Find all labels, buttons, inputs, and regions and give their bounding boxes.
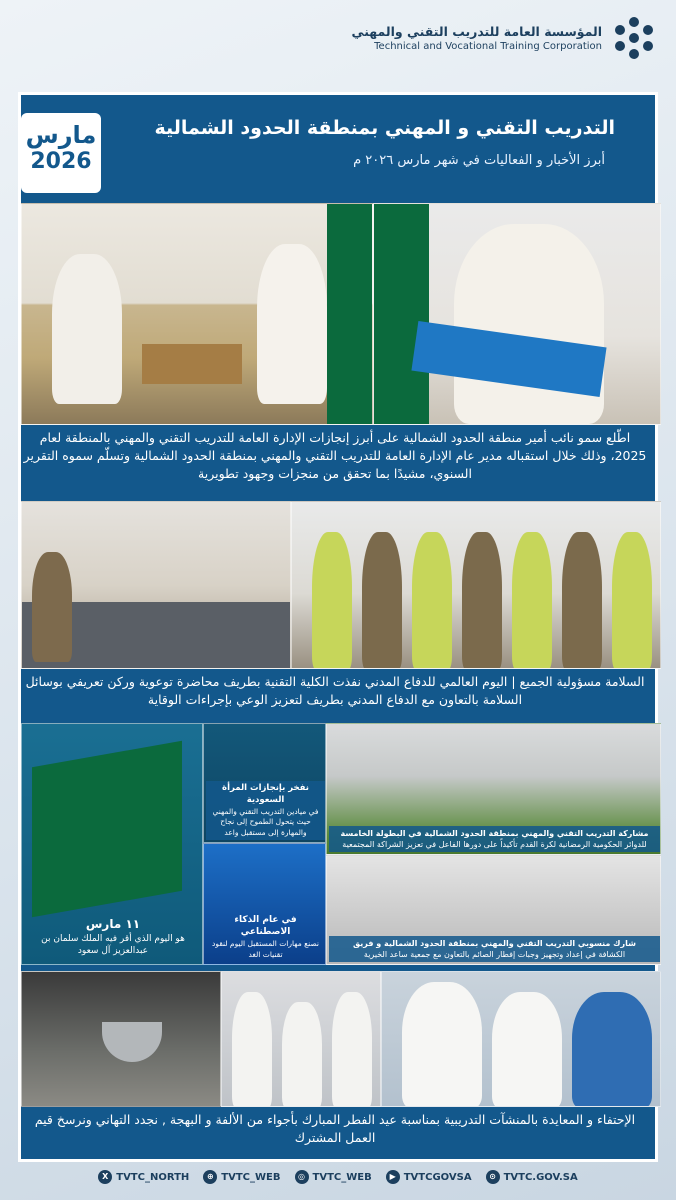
title-block xyxy=(15,103,655,203)
person-figure xyxy=(282,1002,322,1107)
social-item-website[interactable] xyxy=(486,1170,578,1184)
social-item-youtube[interactable] xyxy=(386,1170,472,1184)
photo-eid-gathering xyxy=(221,971,381,1107)
flag-day-caption xyxy=(26,914,200,960)
ai-text: نصنع مهارات المستقبل اليوم لنقود تقنيات الغد xyxy=(211,939,319,959)
month-year: 2026 xyxy=(30,149,92,174)
photo-football-team xyxy=(326,723,661,855)
news-caption-3: الإحتفاء و المعايدة بالمنشآت التدريبية بمناسبة عيد الفطر المبارك بأجواء من الألفة و البهجة , نجدد التهاني ونرسخ قيم العمل المشترك xyxy=(34,1112,636,1146)
org-name xyxy=(352,24,602,52)
page-subtitle: أبرز الأخبار و الفعاليات في شهر مارس ٢٠٢٦ م xyxy=(353,153,605,168)
volunteers-title: شارك منسوبي التدريب التقني والمهني بمنطقة الحدود الشمالية و فريق xyxy=(353,938,636,948)
team-title: مشاركة التدريب التقني والمهني بمنطقة الحدود الشمالية في البطولة الخامسة xyxy=(340,828,649,838)
volunteers-text: الكشافة في إعداد وتجهيز وجبات إفطار الصائم بالتعاون مع جمعية ساعد الخيرية xyxy=(363,949,626,959)
photo-lecture-hall xyxy=(21,501,291,669)
women-title: نفخر بإنجازات المرأة السعودية xyxy=(222,782,309,805)
dates-bowl xyxy=(102,1022,162,1062)
month-badge xyxy=(21,113,101,193)
month-name: مارس xyxy=(25,121,97,149)
person-figure xyxy=(612,532,652,669)
page-title: التدريب التقني و المهني بمنطقة الحدود الشمالية xyxy=(154,117,615,139)
person-figure xyxy=(332,992,372,1107)
photo-reading-report xyxy=(373,203,661,425)
person-figure xyxy=(462,532,502,669)
table xyxy=(142,344,242,384)
person-figure xyxy=(362,532,402,669)
social-item-x[interactable] xyxy=(98,1170,189,1184)
women-text: في ميادين التدريب التقني والمهني حيث يتحول الطموح إلى نجاح والمهارة إلى مستقبل واعد xyxy=(212,806,319,837)
social-footer xyxy=(0,1170,676,1184)
tvtc-logo-icon xyxy=(610,14,658,62)
person-figure xyxy=(52,254,122,404)
flag-day-date: ١١ مارس xyxy=(85,917,141,932)
social-label: TVTC_WEB xyxy=(221,1171,281,1183)
ai-title: في عام الذكاء الاصطناعي xyxy=(234,914,297,938)
photo-ai-year xyxy=(203,843,326,965)
news-caption-1: اطّلع سمو نائب أمير منطقة الحدود الشمالية على أبرز إنجازات الإدارة العامة للتدريب التقني والمهني بالمنطقة لعام 2025، وذلك خلال استقباله مدير عام الإدارة العامة للتدريب التقني والمهني بمنطقة الحدود الشمالية وتسلّم سموه التقرير السنوي، مشيدًا بما تحقق من منجزات وجهود تطويرية xyxy=(23,430,647,482)
photo-eid-greeting xyxy=(381,971,661,1107)
instagram-icon: ◎ xyxy=(295,1170,309,1184)
person-figure xyxy=(257,244,327,404)
org-name-ar: المؤسسة العامة للتدريب التقني والمهني xyxy=(351,24,602,39)
photo-iftar-volunteers xyxy=(326,855,661,965)
person-figure xyxy=(562,532,602,669)
social-label: TVTC.GOV.SA xyxy=(503,1171,578,1183)
flag-day-text: هو اليوم الذي أقر فيه الملك سلمان بن عبدالعزيز آل سعود xyxy=(41,933,185,957)
person-figure xyxy=(572,992,652,1107)
org-name-en: Technical and Vocational Training Corporation xyxy=(374,41,602,52)
social-label: TVTCGOVSA xyxy=(403,1171,472,1183)
social-item-web[interactable] xyxy=(203,1170,280,1184)
ai-caption xyxy=(206,912,325,962)
photo-meeting-wide xyxy=(21,203,373,425)
speaker-figure xyxy=(32,552,72,662)
photo-eid-dates xyxy=(21,971,221,1107)
social-label: TVTC_WEB xyxy=(312,1171,372,1183)
person-figure xyxy=(412,532,452,669)
news-caption-2: السلامة مسؤولية الجميع | اليوم العالمي للدفاع المدني نفذت الكلية التقنية بطريف محاضرة توعوية وركن تعريفي بوسائل السلامة بالتعاون مع الدفاع المدني بطريف لتعزيز الوعي بإجراءات الوقاية xyxy=(25,674,645,708)
photo-women-achievements xyxy=(203,723,326,843)
volunteers-caption xyxy=(329,936,660,962)
women-caption xyxy=(206,781,325,840)
website-icon: ⊙ xyxy=(486,1170,500,1184)
person-figure xyxy=(232,992,272,1107)
team-text: للدوائر الحكومية الرمضانية لكرة القدم تأكيداً على دورها الفاعل في تعزيز الشراكة المجتمعية xyxy=(342,839,647,849)
org-header xyxy=(352,14,658,62)
globe-icon: ⊕ xyxy=(203,1170,217,1184)
person-figure xyxy=(512,532,552,669)
x-icon: X xyxy=(98,1170,112,1184)
saudi-flag xyxy=(327,204,373,425)
main-frame xyxy=(18,92,658,1162)
photo-flag-day xyxy=(21,723,203,965)
person-figure xyxy=(312,532,352,669)
person-figure xyxy=(492,992,562,1107)
saudi-flag xyxy=(374,204,429,425)
saudi-flag xyxy=(32,741,182,917)
social-label: TVTC_NORTH xyxy=(116,1171,190,1183)
team-caption xyxy=(329,826,660,852)
social-item-instagram[interactable] xyxy=(295,1170,372,1184)
photo-civil-defense-group xyxy=(291,501,661,669)
person-figure xyxy=(402,982,482,1107)
youtube-icon: ▶ xyxy=(386,1170,400,1184)
